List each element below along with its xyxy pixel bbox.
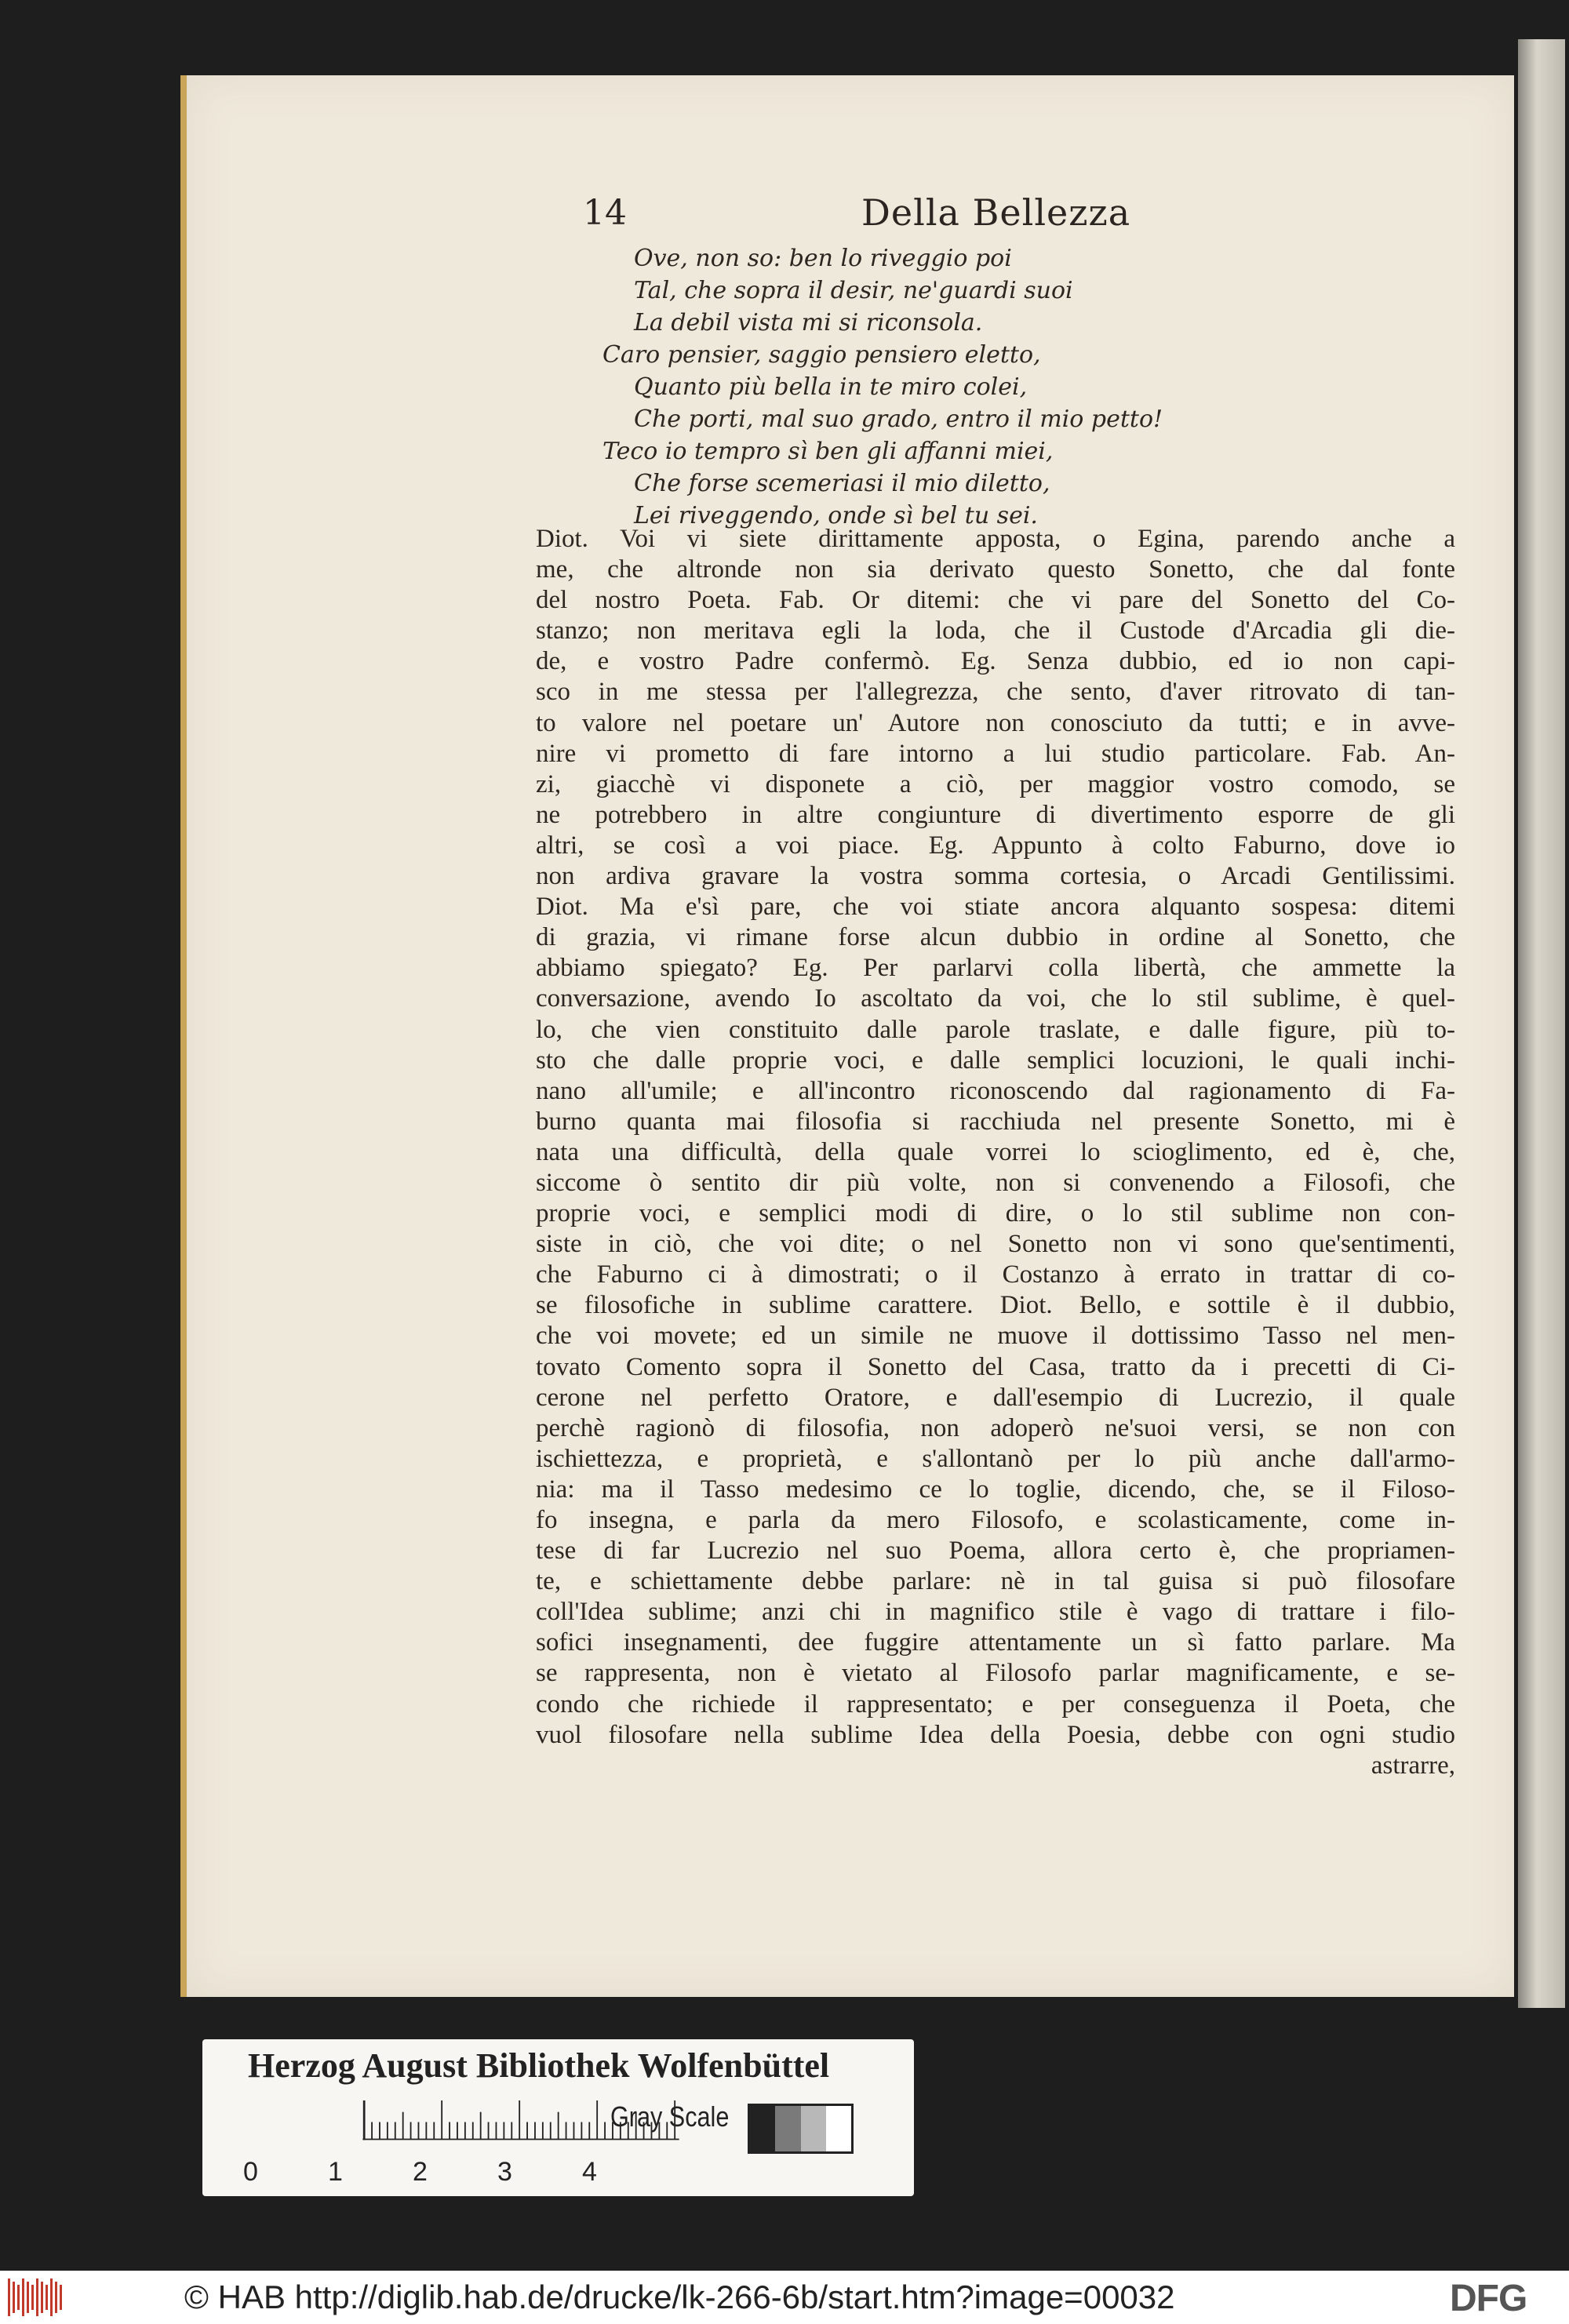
- text-line: vuol filosofare nella sublime Idea della Poesia, debbe con ogni studio: [536, 1720, 1455, 1749]
- text-line: Diot. Voi vi siete dirittamente apposta, o Egina, parendo anche a: [536, 525, 1455, 553]
- text-line: nire vi prometto di fare intorno a lui studio particolare. Fab. An-: [536, 739, 1455, 768]
- hab-logo-bar: [27, 2282, 29, 2313]
- text-line: tese di far Lucrezio nel suo Poema, allora certo è, che propriamen-: [536, 1537, 1455, 1566]
- text-line: di grazia, vi rimane forse alcun dubbio in ordine al Sonetto, che: [536, 923, 1455, 952]
- text-line: condo che richiede il rappresentato; e per conseguenza il Poeta, che: [536, 1689, 1455, 1718]
- gray-scale-label: Gray Scale: [610, 2100, 730, 2133]
- verse-line: Teco io tempro sì ben gli affanni miei,: [602, 438, 1054, 465]
- verse-line: Che forse scemeriasi il mio diletto,: [634, 470, 1050, 497]
- hab-logo-bar: [55, 2282, 57, 2313]
- verse-line: Ove, non so: ben lo riveggio poi: [634, 245, 1012, 272]
- text-line: proprie voci, e semplici modi di dire, o lo stil sublime non con-: [536, 1199, 1455, 1228]
- text-line: coll'Idea sublime; anzi chi in magnifico stile è vago di trattare i filo-: [536, 1598, 1455, 1627]
- text-line: sto che dalle proprie voci, e dalle semplici locuzioni, le quali inchi-: [536, 1046, 1455, 1075]
- text-line: del nostro Poeta. Fab. Or ditemi: che vi pare del Sonetto del Co-: [536, 586, 1455, 615]
- ruler-number: 4: [582, 2157, 597, 2187]
- text-line: ne potrebbero in altre congiunture di divertimento esporre de gli: [536, 800, 1455, 829]
- catchword: astrarre,: [1371, 1751, 1455, 1780]
- running-title: Della Bellezza: [861, 191, 1131, 234]
- credit-link[interactable]: © HAB http://diglib.hab.de/drucke/lk-266-6b/start.htm?image=00032: [184, 2279, 1175, 2315]
- text-line: altri, se così a voi piace. Eg. Appunto à colto Faburno, dove io: [536, 831, 1455, 860]
- text-line: de, e vostro Padre confermò. Eg. Senza dubbio, ed io non capi-: [536, 647, 1455, 676]
- text-line: che Faburno ci à dimostrati; o il Costanzo à errato in trattar di co-: [536, 1260, 1455, 1289]
- verse-line: Che porti, mal suo grado, entro il mio petto!: [634, 406, 1163, 433]
- dialogue-text: [536, 524, 1455, 1781]
- text-line: sofici insegnamenti, dee fuggire attentamente un sì fatto parlare. Ma: [536, 1628, 1455, 1657]
- hab-logo-bar: [50, 2279, 53, 2316]
- hab-logo-bar: [8, 2279, 10, 2316]
- gray-swatch-step: [775, 2106, 800, 2151]
- scale-card: [202, 2039, 914, 2196]
- text-line: Diot. Ma e'sì pare, che voi stiate ancora alquanto sospesa: ditemi: [536, 893, 1455, 922]
- verse-line: Caro pensier, saggio pensiero eletto,: [602, 341, 1041, 369]
- page-number: 14: [583, 193, 627, 233]
- text-line: lo, che vien constituito dalle parole traslate, e dalle figure, più to-: [536, 1015, 1455, 1044]
- text-line: tovato Comento sopra il Sonetto del Casa, tratto da i precetti di Ci-: [536, 1352, 1455, 1381]
- hab-logo-bar: [36, 2279, 38, 2316]
- text-line: me, che altronde non sia derivato questo Sonetto, che dal fonte: [536, 555, 1455, 584]
- gray-scale-swatch: [748, 2104, 854, 2154]
- hab-logo-bar: [46, 2285, 48, 2310]
- text-line: sco in me stessa per l'allegrezza, che sento, d'aver ritrovato di tan-: [536, 678, 1455, 707]
- text-line: se filosofiche in sublime carattere. Diot. Bello, e sottile è il dubbio,: [536, 1291, 1455, 1320]
- gray-swatch-step: [750, 2106, 775, 2151]
- text-line: nano all'umile; e all'incontro riconoscendo dal ragionamento di Fa-: [536, 1076, 1455, 1105]
- text-line: che voi movete; ed un simile ne muove il dottissimo Tasso nel men-: [536, 1322, 1455, 1351]
- text-line: conversazione, avendo Io ascoltato da voi, che lo stil sublime, è quel-: [536, 984, 1455, 1013]
- text-line: abbiamo spiegato? Eg. Per parlarvi colla libertà, che ammette la: [536, 954, 1455, 983]
- text-line: nia: ma il Tasso medesimo ce lo toglie, dicendo, che, se il Filoso-: [536, 1475, 1455, 1504]
- running-head: [187, 193, 1514, 240]
- text-line: se rappresenta, non è vietato al Filosofo parlar magnificamente, e se-: [536, 1659, 1455, 1688]
- verse-line: Quanto più bella in te miro colei,: [634, 373, 1028, 401]
- text-line: fo insegna, e parla da mero Filosofo, e scolasticamente, come in-: [536, 1506, 1455, 1534]
- text-line: burno quanta mai filosofia si racchiuda nel presente Sonetto, mi è: [536, 1107, 1455, 1136]
- verse-line: La debil vista mi si riconsola.: [634, 309, 983, 336]
- verse-line: Lei riveggendo, onde sì bel tu sei.: [634, 502, 1038, 529]
- ruler-number: 3: [497, 2157, 512, 2187]
- gray-swatch-step: [826, 2106, 851, 2151]
- dfg-logo: DFG: [1450, 2278, 1527, 2319]
- verse-line: Tal, che sopra il desir, ne'guardi suoi: [634, 277, 1073, 304]
- text-line: non ardiva gravare la vostra somma cortesia, o Arcadi Gentilissimi.: [536, 862, 1455, 891]
- text-line: nata una difficultà, della quale vorrei lo scioglimento, ed è, che,: [536, 1137, 1455, 1166]
- hab-logo-bar: [41, 2282, 43, 2313]
- gray-swatch-step: [801, 2106, 826, 2151]
- hab-logo-icon: [8, 2279, 64, 2316]
- hab-logo-bar: [31, 2285, 34, 2310]
- hab-logo-bar: [13, 2282, 15, 2313]
- text-line: siccome ò sentito dir più volte, non si convenendo a Filosofi, che: [536, 1168, 1455, 1197]
- text-line: ischiettezza, e proprietà, e s'allontanò per lo più anche dall'armo-: [536, 1444, 1455, 1473]
- ruler-number: 0: [243, 2157, 258, 2187]
- text-line: to valore nel poetare un' Autore non conosciuto da tutti; e in avve-: [536, 708, 1455, 737]
- institution-name: Herzog August Bibliothek Wolfenbüttel: [248, 2046, 830, 2085]
- ruler-number: 2: [413, 2157, 428, 2187]
- text-line: stanzo; non meritava egli la loda, che il Custode d'Arcadia gli die-: [536, 616, 1455, 646]
- text-line: cerone nel perfetto Oratore, e dall'esempio di Lucrezio, il quale: [536, 1383, 1455, 1412]
- text-line: perchè ragionò di filosofia, non adoperò ne'suoi versi, se non con: [536, 1413, 1455, 1442]
- attribution-bar: [0, 2271, 1569, 2324]
- hab-logo-bar: [17, 2285, 20, 2310]
- text-line: te, e schiettamente debbe parlare: nè in tal guisa si può filosofare: [536, 1567, 1455, 1596]
- text-line: zi, giacchè vi disponete a ciò, per maggior vostro comodo, se: [536, 769, 1455, 798]
- hab-logo-bar: [22, 2279, 24, 2316]
- text-line: siste in ciò, che voi dite; o nel Sonetto non vi sono que'sentimenti,: [536, 1230, 1455, 1259]
- hab-logo-bar: [60, 2285, 62, 2310]
- ruler-number: 1: [328, 2157, 343, 2187]
- book-edge: [1518, 39, 1565, 2008]
